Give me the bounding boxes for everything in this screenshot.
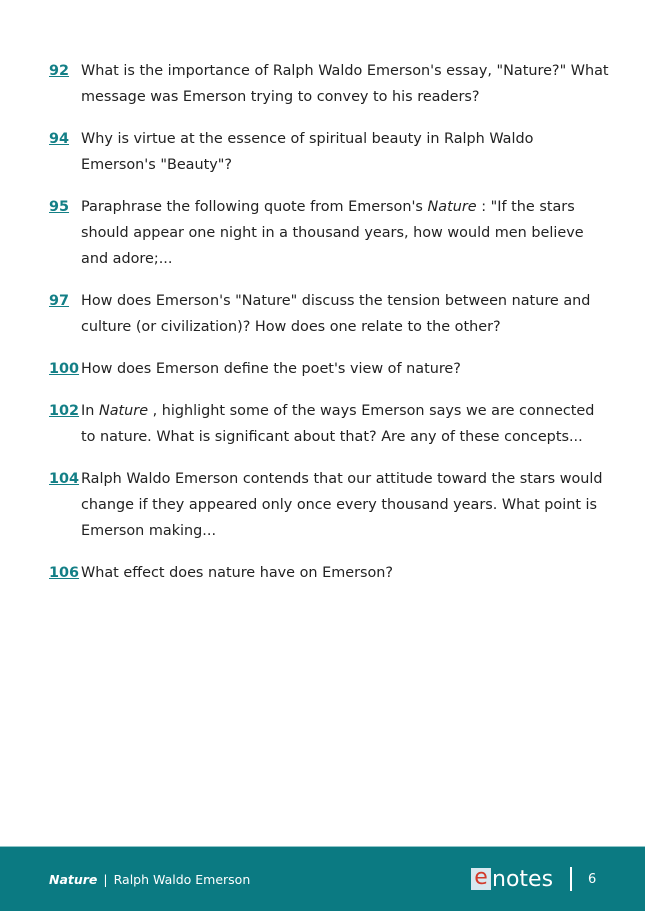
question-item [49,466,609,544]
question-item [49,560,609,586]
question-item [49,288,609,340]
page-number: 6 [588,872,597,887]
footer-title: Nature [49,872,98,887]
footer-credit [49,872,250,887]
enotes-logo [471,867,553,891]
question-text: How does Emerson define the poet's view of nature? [81,361,461,377]
question-link[interactable]: 97 [49,293,70,309]
enotes-logo-e-icon: e [471,868,491,890]
question-link[interactable]: 106 [49,565,80,581]
question-item [49,356,609,382]
enotes-logo-text: notes [492,866,554,892]
question-text: What effect does nature have on Emerson? [81,565,394,581]
question-link[interactable]: 95 [49,199,70,215]
question-link[interactable]: 92 [49,63,70,79]
question-text: In Nature , highlight some of the ways Emerson says we are connected to nature. What is significant about that? Are any of these concepts... [81,403,595,445]
question-list [49,58,609,602]
book-title: Nature [98,403,149,419]
question-text: Paraphrase the following quote from Emerson's Nature : "If the stars should appear one night in a thousand years, how would men believe and adore;... [81,199,584,267]
footer-separator: | [103,872,108,887]
question-item [49,126,609,178]
question-item [49,398,609,450]
footer-divider [570,867,572,891]
question-link[interactable]: 104 [49,471,80,487]
question-text: How does Emerson's "Nature" discuss the tension between nature and culture (or civilization)? How does one relate to the other? [81,293,591,335]
book-title: Nature [427,199,477,215]
question-text: What is the importance of Ralph Waldo Emerson's essay, "Nature?" What message was Emerson trying to convey to his readers? [81,63,609,105]
page-footer [0,846,645,911]
question-link[interactable]: 102 [49,403,80,419]
question-item [49,194,609,272]
question-text: Why is virtue at the essence of spiritual beauty in Ralph Waldo Emerson's "Beauty"? [81,131,534,173]
question-item [49,58,609,110]
question-link[interactable]: 94 [49,131,70,147]
question-text: Ralph Waldo Emerson contends that our attitude toward the stars would change if they appeared only once every thousand years. What point is Emerson making... [81,471,603,539]
question-link[interactable]: 100 [49,361,80,377]
footer-author: Ralph Waldo Emerson [113,872,251,887]
